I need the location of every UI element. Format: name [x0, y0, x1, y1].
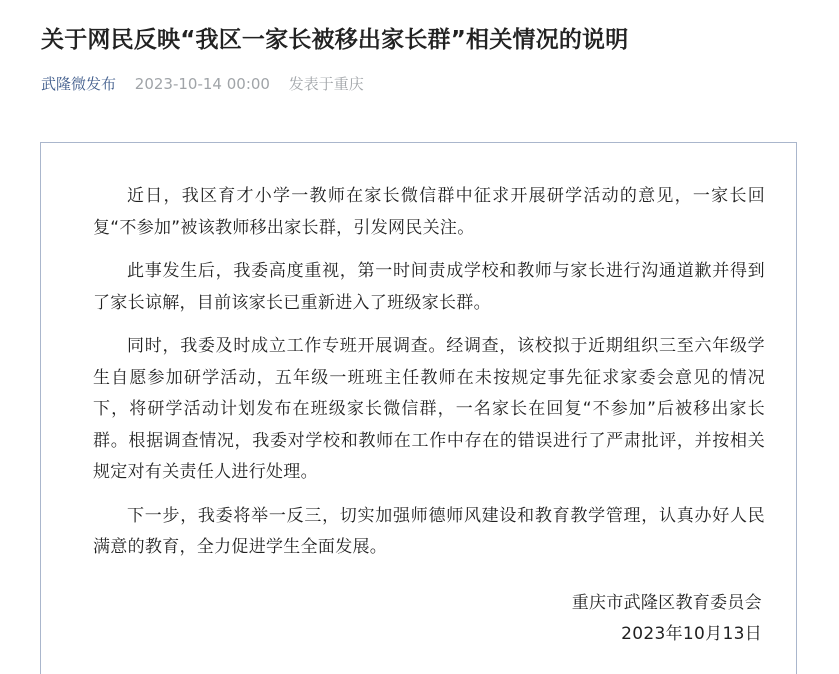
signature-block — [572, 588, 762, 650]
article-title: 关于网民反映“我区一家长被移出家长群”相关情况的说明 — [41, 27, 629, 53]
notice-paragraph-1: 近日，我区育才小学一教师在家长微信群中征求开展研学活动的意见，一家长回复“不参加”被该教师移出家长群，引发网民关注。 — [93, 186, 765, 238]
notice-paragraph-4: 下一步，我委将举一反三，切实加强师德师风建设和教育教学管理，认真办好人民满意的教育，全力促进学生全面发展。 — [93, 505, 765, 557]
notice-paragraph-2: 此事发生后，我委高度重视，第一时间责成学校和教师与家长进行沟通道歉并得到了家长谅解，目前该家长已重新进入了班级家长群。 — [93, 261, 765, 313]
notice-image-box — [40, 142, 797, 674]
article-meta — [41, 72, 364, 96]
publish-timestamp: 2023-10-14 00:00 — [134, 75, 270, 93]
publish-location: 发表于重庆 — [288, 75, 364, 93]
signature-organization: 重庆市武隆区教育委员会 — [571, 593, 762, 613]
author-link[interactable]: 武隆微发布 — [41, 75, 117, 93]
notice-paragraph-3: 同时，我委及时成立工作专班开展调查。经调查，该校拟于近期组织三至六年级学生自愿参加研学活动，五年级一班班主任教师在未按规定事先征求家委会意见的情况下，将研学活动计划发布在班级家长微信群，一名家长在回复“不参加”后被移出家长群。根据调查情况，我委对学校和教师在工作中存在的错误进行了严肃批评，并按相关规定对有关责任人进行处理。 — [93, 336, 765, 482]
signature-date: 2023年10月13日 — [621, 624, 762, 644]
notice-body — [93, 181, 765, 576]
